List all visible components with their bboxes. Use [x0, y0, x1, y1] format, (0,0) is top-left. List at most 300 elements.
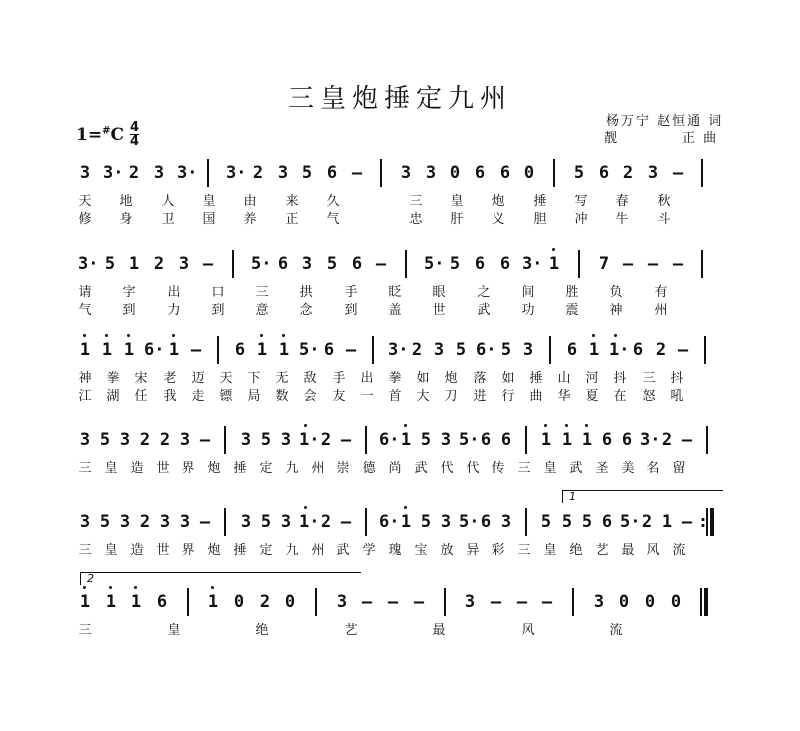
- note: [178, 512, 192, 532]
- note: [671, 163, 685, 183]
- note: [319, 430, 333, 450]
- lyric-syllable: 数: [275, 389, 289, 404]
- note-text: 6: [351, 254, 363, 274]
- note-text: 1: [548, 254, 560, 274]
- note: [144, 340, 165, 360]
- note: [388, 340, 409, 360]
- note: [522, 163, 536, 183]
- note: [479, 430, 493, 450]
- note: [560, 512, 574, 532]
- bar-line: [405, 250, 407, 278]
- meter-top: 4: [130, 120, 140, 135]
- note-text: –: [387, 592, 399, 612]
- note-text: 2: [153, 254, 165, 274]
- lyric-syllable: 定: [259, 543, 273, 558]
- bar-line: [701, 250, 703, 278]
- lyric-syllable: 吼: [670, 389, 684, 404]
- note: [643, 592, 657, 612]
- lyric-syllable: 神: [78, 371, 92, 386]
- note: [167, 340, 181, 360]
- note: [339, 512, 353, 532]
- note-text: 5: [573, 163, 585, 183]
- volta-bracket: [80, 572, 361, 585]
- note: [419, 430, 433, 450]
- note: [448, 163, 462, 183]
- note: [476, 340, 497, 360]
- lyric-syllable: 皇: [104, 461, 118, 476]
- note: [379, 430, 400, 450]
- note-text: 1·: [299, 430, 320, 450]
- lyric-syllable: 大: [416, 389, 430, 404]
- note: [279, 430, 293, 450]
- note-text: 5: [420, 430, 432, 450]
- lyric-syllable: 代: [466, 461, 480, 476]
- bar-line: [232, 250, 234, 278]
- lyric-syllable: 行: [501, 389, 515, 404]
- lyric-syllable: 曲: [529, 389, 543, 404]
- note: [198, 512, 212, 532]
- lyric-syllable: 正: [285, 212, 299, 227]
- bar-line: [572, 588, 574, 616]
- note: [439, 512, 453, 532]
- note-text: 6: [601, 430, 613, 450]
- lyric-syllable: 艺: [344, 623, 358, 638]
- note: [335, 592, 349, 612]
- lyric-syllable: 口: [211, 285, 225, 300]
- note-text: 0: [618, 592, 630, 612]
- note-text: 6: [632, 340, 644, 360]
- note-text: –: [516, 592, 528, 612]
- note: [521, 340, 535, 360]
- note: [498, 163, 512, 183]
- lyric-syllable: 皇: [104, 543, 118, 558]
- note: [325, 163, 339, 183]
- note-text: 6·: [476, 340, 497, 360]
- note: [621, 254, 635, 274]
- lyric-syllable: 出: [167, 285, 181, 300]
- lyric-syllable: 州: [654, 303, 668, 318]
- time-signature: [130, 121, 139, 148]
- lyric-syllable: 瑰: [388, 543, 402, 558]
- lyric-syllable: 江: [78, 389, 92, 404]
- lyric-syllable: 到: [122, 303, 136, 318]
- note-text: 3: [179, 512, 191, 532]
- note: [454, 340, 468, 360]
- note: [322, 340, 336, 360]
- note: [580, 512, 594, 532]
- note: [399, 430, 413, 450]
- lyric-syllable: 秋: [657, 194, 671, 209]
- lyric-syllable: 请: [78, 285, 92, 300]
- note-text: 3: [119, 430, 131, 450]
- lyric-syllable: 炮: [207, 461, 221, 476]
- lyric-syllable: 界: [181, 543, 195, 558]
- note: [565, 340, 579, 360]
- note-text: 6: [326, 163, 338, 183]
- lyric-syllable: 有: [654, 285, 668, 300]
- final-bar-line: [704, 588, 708, 616]
- note: [609, 340, 630, 360]
- note-text: 1: [278, 340, 290, 360]
- notes-line: [76, 340, 726, 364]
- note-text: 5: [500, 340, 512, 360]
- lyric-syllable: 捶: [529, 371, 543, 386]
- note: [251, 163, 265, 183]
- bar-line: [444, 588, 446, 616]
- lyric-syllable: 拳: [106, 371, 120, 386]
- note: [399, 512, 413, 532]
- note-text: –: [490, 592, 502, 612]
- note-text: 3: [336, 592, 348, 612]
- note-text: –: [672, 254, 684, 274]
- lyric-syllable: 山: [557, 371, 571, 386]
- note-text: 0: [284, 592, 296, 612]
- note: [118, 512, 132, 532]
- lyric-syllable: 眼: [432, 285, 446, 300]
- lyric-syllable: 到: [344, 303, 358, 318]
- lyric-syllable: 功: [521, 303, 535, 318]
- note-text: –: [541, 592, 553, 612]
- note-text: 5: [301, 163, 313, 183]
- lyric-syllable: 眨: [388, 285, 402, 300]
- note: [660, 512, 674, 532]
- note-text: 3: [440, 512, 452, 532]
- bar-line: [704, 336, 706, 364]
- note-text: 1: [561, 430, 573, 450]
- note-text: 3: [593, 592, 605, 612]
- note: [206, 592, 220, 612]
- lyric-syllable: 任: [134, 389, 148, 404]
- lyric-line-2: [76, 208, 726, 226]
- note: [489, 592, 503, 612]
- lyric-syllable: 美: [621, 461, 635, 476]
- lyric-syllable: 手: [344, 285, 358, 300]
- lyric-syllable: 捶: [233, 543, 247, 558]
- volta-bracket: [562, 490, 723, 503]
- note-text: –: [677, 340, 689, 360]
- lyric-syllable: 代: [440, 461, 454, 476]
- note-text: 5: [420, 512, 432, 532]
- lyric-syllable: 久: [326, 194, 340, 209]
- note: [631, 340, 645, 360]
- note: [177, 254, 191, 274]
- note: [232, 592, 246, 612]
- note-text: 1: [400, 512, 412, 532]
- sharp-sign: #: [102, 125, 111, 137]
- note: [258, 592, 272, 612]
- note-text: 3·: [78, 254, 99, 274]
- note: [473, 163, 487, 183]
- lyric-line-1: [76, 281, 726, 299]
- lyric-syllable: 流: [672, 543, 686, 558]
- note-text: 3: [464, 592, 476, 612]
- lyric-syllable: 河: [585, 371, 599, 386]
- note: [152, 254, 166, 274]
- note-text: 5: [326, 254, 338, 274]
- note-text: 3·: [177, 163, 198, 183]
- note: [201, 254, 215, 274]
- bar-line: [217, 336, 219, 364]
- note-text: 1: [256, 340, 268, 360]
- lyric-syllable: 力: [167, 303, 181, 318]
- note-text: 1: [123, 340, 135, 360]
- note-text: 3: [240, 430, 252, 450]
- note: [386, 592, 400, 612]
- lyric-syllable: 神: [609, 303, 623, 318]
- lyric-syllable: 无: [275, 371, 289, 386]
- lyric-syllable: 放: [440, 543, 454, 558]
- lyric-syllable: 捶: [533, 194, 547, 209]
- lyric-syllable: 武: [477, 303, 491, 318]
- note-text: 2: [128, 163, 140, 183]
- note-text: 6·: [379, 512, 400, 532]
- note: [259, 512, 273, 532]
- note: [473, 254, 487, 274]
- note: [127, 163, 141, 183]
- note-text: 3: [647, 163, 659, 183]
- note-text: 3: [280, 430, 292, 450]
- lyric-syllable: 风: [646, 543, 660, 558]
- note-text: 6: [480, 430, 492, 450]
- lyric-syllable: 三: [255, 285, 269, 300]
- note-text: 6: [474, 254, 486, 274]
- lyric-line-2: [76, 299, 726, 317]
- note-text: 3: [79, 163, 91, 183]
- song-title: 三皇炮捶定九州: [287, 84, 512, 114]
- lyric-syllable: 我: [163, 389, 177, 404]
- note-text: 5·: [251, 254, 272, 274]
- lyric-syllable: 抖: [670, 371, 684, 386]
- lyric-syllable: 世: [156, 461, 170, 476]
- note-text: 1: [101, 340, 113, 360]
- lyric-syllable: 一: [360, 389, 374, 404]
- bar-line: [578, 250, 580, 278]
- key-prefix: 1=: [76, 125, 103, 145]
- note: [669, 592, 683, 612]
- note-text: –: [681, 512, 693, 532]
- lyric-syllable: 敌: [303, 371, 317, 386]
- note: [339, 430, 353, 450]
- note: [597, 163, 611, 183]
- note-text: 5·: [424, 254, 445, 274]
- note: [640, 430, 661, 450]
- note-text: 6: [566, 340, 578, 360]
- note-text: 2: [252, 163, 264, 183]
- lyric-syllable: 走: [191, 389, 205, 404]
- bar-line: [207, 159, 209, 187]
- note: [515, 592, 529, 612]
- lyric-syllable: 地: [119, 194, 133, 209]
- lyric-syllable: 斗: [657, 212, 671, 227]
- lyric-syllable: 修: [78, 212, 92, 227]
- note: [620, 512, 641, 532]
- lyric-syllable: 友: [332, 389, 346, 404]
- note-text: 3·: [226, 163, 247, 183]
- note: [118, 430, 132, 450]
- lyric-syllable: 牛: [615, 212, 629, 227]
- note: [299, 340, 320, 360]
- note: [78, 340, 92, 360]
- note-text: 1: [540, 430, 552, 450]
- note-text: 3: [159, 512, 171, 532]
- lyric-syllable: 卫: [161, 212, 175, 227]
- note-text: 6: [474, 163, 486, 183]
- note-text: 3: [440, 430, 452, 450]
- lyric-syllable: 风: [521, 623, 535, 638]
- note-text: 1: [128, 254, 140, 274]
- lyric-syllable: 皇: [543, 461, 557, 476]
- note-text: 1: [168, 340, 180, 360]
- lyric-syllable: 宝: [414, 543, 428, 558]
- note-text: –: [340, 430, 352, 450]
- note-text: 2: [139, 430, 151, 450]
- note: [276, 254, 290, 274]
- note: [499, 340, 513, 360]
- meter-bottom: 4: [130, 134, 140, 149]
- note: [592, 592, 606, 612]
- lyric-syllable: 武: [414, 461, 428, 476]
- lyric-syllable: 镖: [219, 389, 233, 404]
- note-text: 3·: [522, 254, 543, 274]
- note-text: 2: [139, 512, 151, 532]
- note: [198, 430, 212, 450]
- note-text: 3: [178, 254, 190, 274]
- note: [660, 430, 674, 450]
- lyric-syllable: 由: [243, 194, 257, 209]
- lyric-syllable: 冲: [574, 212, 588, 227]
- note: [98, 430, 112, 450]
- note-text: 2: [259, 592, 271, 612]
- note: [158, 430, 172, 450]
- lyric-syllable: 州: [311, 461, 325, 476]
- lyric-syllable: 造: [130, 543, 144, 558]
- lyric-syllable: 气: [78, 303, 92, 318]
- lyric-syllable: 在: [613, 389, 627, 404]
- notes-line: [76, 430, 726, 454]
- composer-credit-2: 正 曲: [682, 131, 719, 146]
- lyric-syllable: 会: [303, 389, 317, 404]
- note-text: 3: [153, 163, 165, 183]
- note-text: 2: [661, 430, 673, 450]
- note-text: 6: [601, 512, 613, 532]
- note: [597, 254, 611, 274]
- bar-line: [706, 426, 708, 454]
- note: [676, 340, 690, 360]
- lyric-syllable: 胆: [533, 212, 547, 227]
- lyric-line-1: [76, 367, 726, 385]
- lyric-syllable: 三: [642, 371, 656, 386]
- bar-line: [553, 159, 555, 187]
- note-text: 5: [260, 512, 272, 532]
- note: [646, 163, 660, 183]
- lyric-syllable: 写: [574, 194, 588, 209]
- lyric-syllable: 皇: [543, 543, 557, 558]
- bar-line: [372, 336, 374, 364]
- note: [459, 430, 480, 450]
- lyric-syllable: 国: [202, 212, 216, 227]
- lyric-syllable: 世: [156, 543, 170, 558]
- note-text: 2: [641, 512, 653, 532]
- note: [617, 592, 631, 612]
- lyric-syllable: 州: [311, 543, 325, 558]
- note-text: 1: [105, 592, 117, 612]
- note: [344, 340, 358, 360]
- note: [680, 512, 694, 532]
- lyric-syllable: 留: [672, 461, 686, 476]
- note-text: 2: [655, 340, 667, 360]
- note: [498, 254, 512, 274]
- bar-line: [224, 508, 226, 536]
- lyric-syllable: 皇: [167, 623, 181, 638]
- lyric-syllable: 三: [78, 543, 92, 558]
- note-text: 0: [670, 592, 682, 612]
- lyric-syllable: 炮: [444, 371, 458, 386]
- note-text: 0: [523, 163, 535, 183]
- note: [277, 340, 291, 360]
- lyric-syllable: 之: [477, 285, 491, 300]
- lyric-syllable: 人: [161, 194, 175, 209]
- lyric-syllable: 手: [332, 371, 346, 386]
- lyric-syllable: 华: [557, 389, 571, 404]
- note: [78, 512, 92, 532]
- note-text: 2: [622, 163, 634, 183]
- note: [419, 512, 433, 532]
- note-text: 3: [79, 430, 91, 450]
- note-text: 1: [207, 592, 219, 612]
- note: [671, 254, 685, 274]
- note-text: 3·: [103, 163, 124, 183]
- lyric-syllable: 老: [163, 371, 177, 386]
- notes-line: [76, 512, 726, 536]
- note-text: 5·: [299, 340, 320, 360]
- lyric-syllable: 如: [501, 371, 515, 386]
- note: [479, 512, 493, 532]
- volta-label: 1: [569, 490, 576, 503]
- note: [178, 430, 192, 450]
- final-bar-line: [710, 508, 714, 536]
- lyric-syllable: 德: [362, 461, 376, 476]
- lyric-syllable: 绝: [569, 543, 583, 558]
- bar-line: [315, 588, 317, 616]
- note: [654, 340, 668, 360]
- note: [547, 254, 561, 274]
- note-text: 5·: [620, 512, 641, 532]
- lyric-syllable: 气: [326, 212, 340, 227]
- key-note: C: [110, 125, 124, 145]
- note-text: 5: [260, 430, 272, 450]
- note: [424, 163, 438, 183]
- lyric-syllable: 学: [362, 543, 376, 558]
- lyric-syllable: 迈: [191, 371, 205, 386]
- lyric-syllable: 三: [409, 194, 423, 209]
- note: [233, 340, 247, 360]
- lyric-syllable: 首: [388, 389, 402, 404]
- note-text: –: [202, 254, 214, 274]
- lyric-syllable: 皇: [202, 194, 216, 209]
- note: [177, 163, 198, 183]
- note-text: 6: [480, 512, 492, 532]
- lyric-syllable: 武: [336, 543, 350, 558]
- note: [155, 592, 169, 612]
- note-text: 3: [240, 512, 252, 532]
- note: [459, 512, 480, 532]
- note-text: 1·: [609, 340, 630, 360]
- note: [350, 254, 364, 274]
- note: [646, 254, 660, 274]
- lyric-syllable: 局: [247, 389, 261, 404]
- lyric-syllable: 炮: [207, 543, 221, 558]
- lyric-syllable: 如: [416, 371, 430, 386]
